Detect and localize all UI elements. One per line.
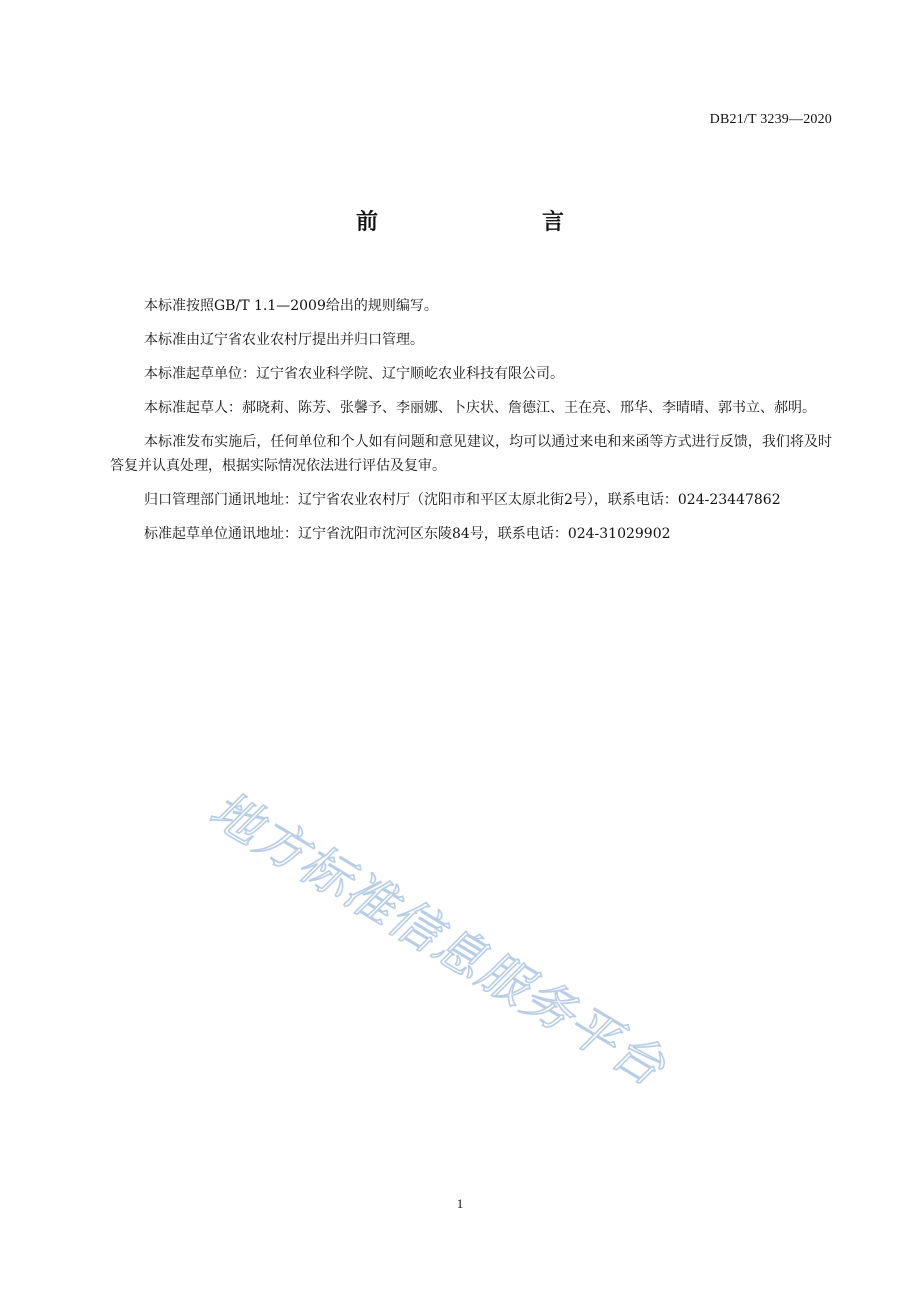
paragraph-drafting-units: 本标准起草单位：辽宁省农业科学院、辽宁顺屹农业科技有限公司。	[144, 366, 564, 382]
paragraph-drafter-address: 标准起草单位通讯地址：辽宁省沈阳市沈河区东陵84号，联系电话：024-31029902	[144, 526, 671, 542]
page-number: 1	[456, 1196, 464, 1211]
watermark	[194, 780, 736, 1144]
paragraph-feedback: 本标准发布实施后，任何单位和个人如有问题和意见建议，均可以通过来电和来函等方式进行反馈，我们将及时答复并认真处理，根据实际情况依法进行评估及复审。	[110, 434, 832, 474]
paragraph-authority-address: 归口管理部门通讯地址：辽宁省农业农村厅（沈阳市和平区太原北街2号），联系电话：024-23447862	[144, 492, 781, 508]
paragraph-drafters: 本标准起草人：郝晓莉、陈芳、张馨予、李丽娜、卜庆状、詹德江、王在亮、邢华、李晴晴、郭书立、郝明。	[144, 400, 816, 416]
foreword-body	[110, 294, 832, 546]
standard-code: DB21/T 3239—2020	[709, 112, 832, 127]
watermark-text: 地方标准信息服务平台	[200, 780, 676, 1098]
paragraph-proposer: 本标准由辽宁省农业农村厅提出并归口管理。	[144, 332, 424, 348]
watermark-graphic	[194, 780, 736, 1144]
paragraph-drafting-rules: 本标准按照GB/T 1.1—2009给出的规则编写。	[144, 298, 438, 314]
page-title: 前 言	[355, 210, 604, 235]
